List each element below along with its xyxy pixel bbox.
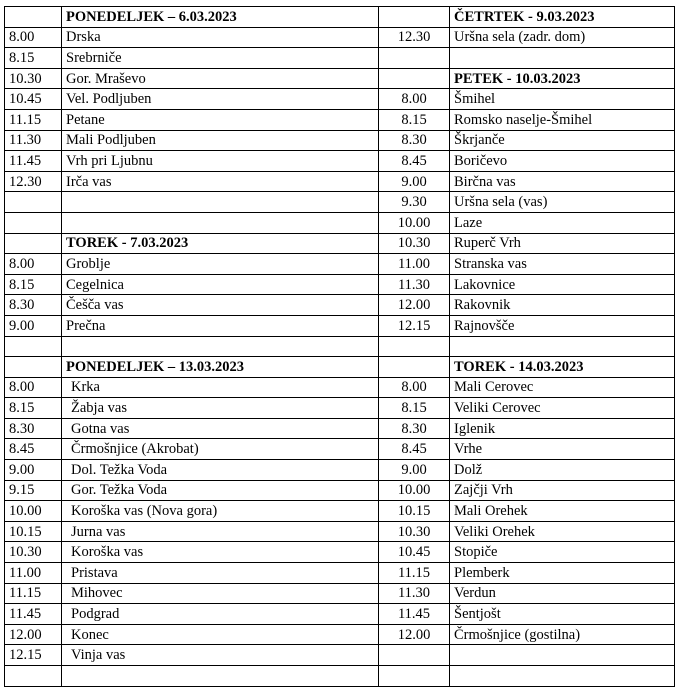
time-cell: 10.45: [379, 542, 450, 563]
time-cell: [379, 48, 450, 69]
location-cell: Gotna vas: [62, 418, 379, 439]
time-cell: 10.45: [5, 89, 62, 110]
day-heading: PETEK - 10.03.2023: [450, 68, 675, 89]
location-cell: [62, 666, 379, 687]
location-cell: [450, 645, 675, 666]
time-cell: [379, 645, 450, 666]
schedule-row: [5, 192, 675, 213]
day-heading: TOREK - 7.03.2023: [62, 233, 379, 254]
time-cell: 12.00: [5, 624, 62, 645]
time-cell: 8.00: [379, 377, 450, 398]
time-cell: 8.45: [5, 439, 62, 460]
location-cell: [62, 192, 379, 213]
time-cell: 8.30: [379, 418, 450, 439]
time-cell: 11.00: [5, 563, 62, 584]
time-cell: 8.00: [5, 27, 62, 48]
location-cell: Jurna vas: [62, 521, 379, 542]
location-cell: Vrh pri Ljubnu: [62, 151, 379, 172]
time-cell: 8.15: [379, 398, 450, 419]
time-cell: 12.00: [379, 624, 450, 645]
time-cell: [379, 68, 450, 89]
schedule-row: [5, 336, 675, 357]
schedule-row: [5, 480, 675, 501]
location-cell: Podgrad: [62, 604, 379, 625]
time-cell: 10.15: [5, 521, 62, 542]
time-cell: 12.15: [5, 645, 62, 666]
day-heading: TOREK - 14.03.2023: [450, 357, 675, 378]
time-cell: 8.30: [379, 130, 450, 151]
time-cell: [379, 336, 450, 357]
time-cell: 8.30: [5, 295, 62, 316]
time-cell: 9.00: [5, 460, 62, 481]
schedule-row: [5, 89, 675, 110]
location-cell: Koroška vas (Nova gora): [62, 501, 379, 522]
schedule-row: [5, 130, 675, 151]
time-cell: 10.30: [379, 233, 450, 254]
schedule-row: [5, 7, 675, 28]
location-cell: Iglenik: [450, 418, 675, 439]
schedule-row: [5, 171, 675, 192]
location-cell: Dol. Težka Voda: [62, 460, 379, 481]
location-cell: Dolž: [450, 460, 675, 481]
location-cell: Uršna sela (zadr. dom): [450, 27, 675, 48]
location-cell: Petane: [62, 109, 379, 130]
time-cell: 12.30: [379, 27, 450, 48]
schedule-row: [5, 583, 675, 604]
time-cell: [5, 212, 62, 233]
location-cell: Rakovnik: [450, 295, 675, 316]
location-cell: Laze: [450, 212, 675, 233]
schedule-row: [5, 563, 675, 584]
location-cell: Pristava: [62, 563, 379, 584]
time-cell: 9.15: [5, 480, 62, 501]
day-heading: PONEDELJEK – 6.03.2023: [62, 7, 379, 28]
time-cell: 10.15: [379, 501, 450, 522]
day-heading: ČETRTEK - 9.03.2023: [450, 7, 675, 28]
location-cell: Škrjanče: [450, 130, 675, 151]
location-cell: [62, 336, 379, 357]
location-cell: Gor. Težka Voda: [62, 480, 379, 501]
schedule-row: [5, 521, 675, 542]
time-cell: 9.00: [379, 171, 450, 192]
location-cell: Drska: [62, 27, 379, 48]
time-cell: 10.00: [5, 501, 62, 522]
time-cell: 8.15: [379, 109, 450, 130]
schedule-row: [5, 274, 675, 295]
time-cell: 8.00: [379, 89, 450, 110]
time-cell: 11.30: [5, 130, 62, 151]
time-cell: 9.00: [5, 315, 62, 336]
location-cell: Ruperč Vrh: [450, 233, 675, 254]
location-cell: Veliki Cerovec: [450, 398, 675, 419]
schedule-row: [5, 357, 675, 378]
time-cell: [5, 336, 62, 357]
location-cell: Mali Podljuben: [62, 130, 379, 151]
time-cell: 10.00: [379, 480, 450, 501]
location-cell: Boričevo: [450, 151, 675, 172]
location-cell: Rajnovšče: [450, 315, 675, 336]
location-cell: Birčna vas: [450, 171, 675, 192]
location-cell: Črmošnjice (Akrobat): [62, 439, 379, 460]
time-cell: 8.45: [379, 439, 450, 460]
time-cell: 10.00: [379, 212, 450, 233]
schedule-row: [5, 439, 675, 460]
location-cell: Konec: [62, 624, 379, 645]
schedule-table: [4, 6, 675, 687]
schedule-row: [5, 666, 675, 687]
time-cell: [379, 357, 450, 378]
time-cell: 9.30: [379, 192, 450, 213]
schedule-row: [5, 604, 675, 625]
location-cell: Koroška vas: [62, 542, 379, 563]
location-cell: [450, 48, 675, 69]
time-cell: 10.30: [5, 542, 62, 563]
location-cell: Cegelnica: [62, 274, 379, 295]
location-cell: Žabja vas: [62, 398, 379, 419]
time-cell: [5, 357, 62, 378]
location-cell: Zajčji Vrh: [450, 480, 675, 501]
schedule-body: [5, 7, 675, 687]
time-cell: [5, 7, 62, 28]
schedule-row: [5, 68, 675, 89]
location-cell: Šentjošt: [450, 604, 675, 625]
time-cell: [5, 666, 62, 687]
location-cell: Gor. Mraševo: [62, 68, 379, 89]
location-cell: Šmihel: [450, 89, 675, 110]
location-cell: Uršna sela (vas): [450, 192, 675, 213]
time-cell: 8.30: [5, 418, 62, 439]
time-cell: [5, 233, 62, 254]
schedule-row: [5, 212, 675, 233]
location-cell: Lakovnice: [450, 274, 675, 295]
location-cell: Stranska vas: [450, 254, 675, 275]
location-cell: [62, 212, 379, 233]
schedule-row: [5, 27, 675, 48]
schedule-row: [5, 295, 675, 316]
location-cell: Mihovec: [62, 583, 379, 604]
time-cell: 10.30: [379, 521, 450, 542]
schedule-row: [5, 233, 675, 254]
schedule-row: [5, 398, 675, 419]
schedule-row: [5, 624, 675, 645]
location-cell: Veliki Orehek: [450, 521, 675, 542]
time-cell: 12.30: [5, 171, 62, 192]
schedule-row: [5, 377, 675, 398]
location-cell: Češča vas: [62, 295, 379, 316]
time-cell: 11.00: [379, 254, 450, 275]
time-cell: 8.00: [5, 254, 62, 275]
location-cell: Srebrniče: [62, 48, 379, 69]
time-cell: 8.00: [5, 377, 62, 398]
time-cell: 11.45: [379, 604, 450, 625]
location-cell: [450, 666, 675, 687]
location-cell: Vel. Podljuben: [62, 89, 379, 110]
time-cell: 11.45: [5, 151, 62, 172]
time-cell: 9.00: [379, 460, 450, 481]
location-cell: Plemberk: [450, 563, 675, 584]
schedule-row: [5, 254, 675, 275]
schedule-row: [5, 48, 675, 69]
schedule-row: [5, 109, 675, 130]
location-cell: Groblje: [62, 254, 379, 275]
time-cell: 11.30: [379, 274, 450, 295]
location-cell: Krka: [62, 377, 379, 398]
time-cell: 12.00: [379, 295, 450, 316]
location-cell: Vinja vas: [62, 645, 379, 666]
time-cell: [379, 666, 450, 687]
time-cell: 8.15: [5, 398, 62, 419]
location-cell: Vrhe: [450, 439, 675, 460]
location-cell: Romsko naselje-Šmihel: [450, 109, 675, 130]
time-cell: 11.15: [5, 583, 62, 604]
day-heading: PONEDELJEK – 13.03.2023: [62, 357, 379, 378]
schedule-row: [5, 151, 675, 172]
location-cell: Črmošnjice (gostilna): [450, 624, 675, 645]
schedule-row: [5, 315, 675, 336]
location-cell: Mali Cerovec: [450, 377, 675, 398]
time-cell: [379, 7, 450, 28]
schedule-row: [5, 501, 675, 522]
time-cell: 12.15: [379, 315, 450, 336]
time-cell: 11.30: [379, 583, 450, 604]
location-cell: Prečna: [62, 315, 379, 336]
schedule-row: [5, 418, 675, 439]
location-cell: Mali Orehek: [450, 501, 675, 522]
time-cell: 8.45: [379, 151, 450, 172]
time-cell: 11.15: [379, 563, 450, 584]
location-cell: Stopiče: [450, 542, 675, 563]
schedule-row: [5, 460, 675, 481]
schedule-row: [5, 542, 675, 563]
time-cell: 8.15: [5, 274, 62, 295]
location-cell: [450, 336, 675, 357]
schedule-row: [5, 645, 675, 666]
time-cell: 11.45: [5, 604, 62, 625]
time-cell: 8.15: [5, 48, 62, 69]
time-cell: 10.30: [5, 68, 62, 89]
location-cell: Irča vas: [62, 171, 379, 192]
location-cell: Verdun: [450, 583, 675, 604]
time-cell: 11.15: [5, 109, 62, 130]
time-cell: [5, 192, 62, 213]
